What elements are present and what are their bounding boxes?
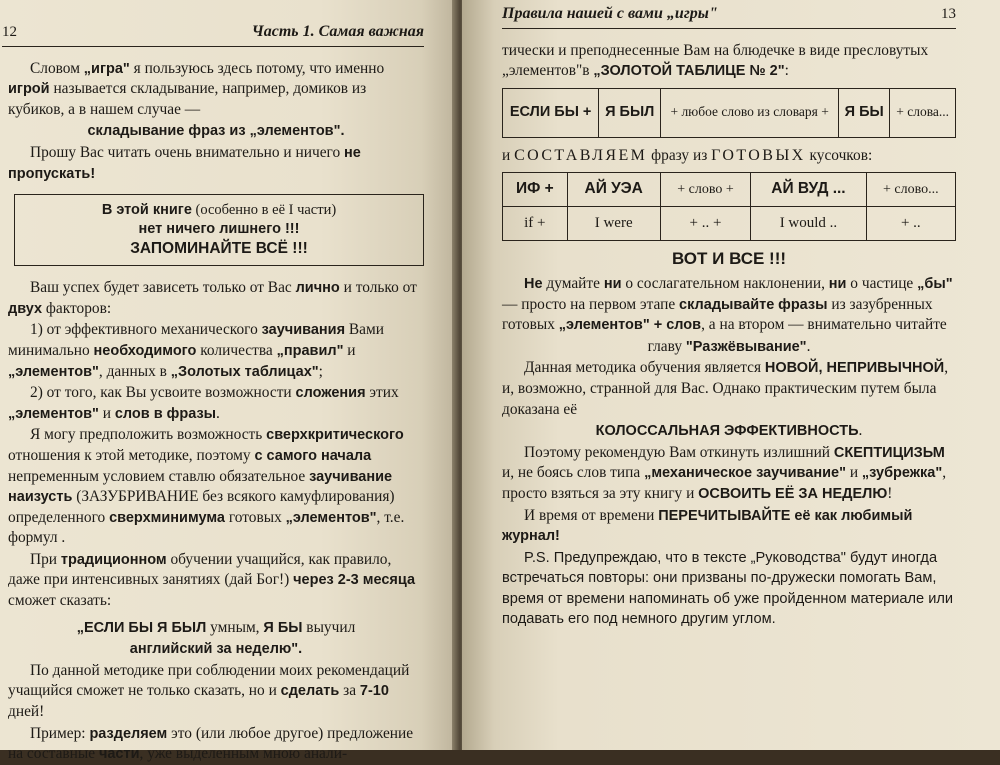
left-paragraph-1-center-text: складывание фраз из „элементов". — [87, 123, 345, 140]
text-run: обучении учащийся, как правило, даже при интенсивных занятиях (дай Бог!) — [8, 550, 392, 589]
pieces-table-cell-text: if + — [524, 215, 546, 232]
left-paragraph-7 — [8, 550, 424, 612]
pieces-table-cell — [660, 207, 751, 241]
bold-run: заучивания — [261, 322, 346, 339]
right-paragraph-2-center — [502, 421, 956, 442]
bold-run: разделяем — [89, 725, 168, 742]
bold-run: СКЕПТИЦИЗЬМ — [833, 444, 945, 461]
text-run: 2) от того, как Вы усвоите возможности — [30, 384, 296, 402]
right-paragraph-2 — [502, 358, 956, 420]
left-framed-note — [14, 194, 424, 266]
bold-run: фразы — [778, 296, 828, 313]
quote-part-a: „ЕСЛИ БЫ Я БЫЛ — [76, 619, 207, 636]
pieces-table-cell — [866, 173, 955, 207]
bold-run: ни — [828, 275, 847, 292]
text-run: И время от времени — [524, 506, 659, 524]
bold-run: „механическое заучивание" — [644, 465, 846, 482]
bold-run: „правил" — [276, 342, 344, 359]
text-run: Прошу Вас читать очень внимательно и ничего — [30, 143, 345, 161]
text-run: я пользуюсь здесь потому, что именно — [129, 59, 385, 77]
pieces-table-cell-text: + .. — [900, 215, 921, 232]
text-run: Поэтому рекомендую Вам откинуть излишний — [524, 443, 834, 461]
text-run: , т.е. формул . — [8, 508, 405, 547]
bold-run: складывайте — [679, 296, 775, 313]
bold-run: „элементов" — [285, 509, 377, 526]
left-paragraph-1-center — [8, 121, 424, 142]
bold-run: „Золотых таблицах" — [170, 363, 319, 380]
text-run: и, не боясь слов типа — [502, 464, 645, 482]
pieces-table-cell-text: + слово... — [882, 181, 939, 197]
text-run: . — [216, 404, 220, 422]
bold-run: слов в фразы — [114, 405, 217, 422]
pieces-table-cell — [751, 173, 866, 207]
pieces-table-cell-text: + .. + — [689, 215, 722, 232]
text-run: и — [845, 464, 862, 482]
right-intro-paragraph — [502, 41, 956, 82]
text-run: Ваш успех будет зависеть только от Вас — [30, 279, 296, 297]
efficiency-claim-end: . — [858, 422, 863, 440]
right-page-header: Правила нашей с вами „игры" — [502, 5, 718, 22]
text-run: из зазубренных готовых — [502, 295, 933, 334]
chapter-ref-suffix: . — [806, 337, 811, 355]
text-run: и — [343, 341, 356, 359]
quote-part-c: Я БЫ — [263, 619, 303, 636]
text-run: , уже выделенным мною анали- — [139, 745, 348, 763]
quote-part-b: умным, — [206, 618, 264, 636]
left-paragraph-2 — [8, 143, 424, 184]
text-run: Вами минимально — [8, 321, 384, 359]
headline — [502, 249, 956, 270]
bold-run: сверхминимума — [109, 509, 225, 526]
framed-note-line-2 — [23, 220, 415, 239]
text-run: факторов: — [42, 299, 112, 317]
bold-run: двух — [8, 300, 43, 317]
text-run: , данных в — [98, 362, 171, 380]
pieces-table-cell — [751, 207, 866, 241]
framed-note-line-3-text: ЗАПОМИНАЙТЕ ВСЁ !!! — [130, 240, 308, 258]
text-run: сможет сказать: — [8, 592, 112, 610]
bold-run: части — [98, 746, 140, 763]
text-run: При — [30, 550, 61, 568]
golden-table-cell — [890, 88, 956, 137]
quote-line-2-text: английский за неделю". — [129, 641, 303, 658]
bold-run: её как любимый журнал! — [502, 507, 913, 545]
text-run: называется складывание, например, домиков из кубиков, а в нашем случае — — [8, 80, 367, 118]
text-run: , просто взяться за эту книгу и — [502, 464, 947, 502]
text-run: дней! — [8, 703, 45, 721]
bold-run: сверхкритического — [266, 427, 404, 444]
pieces-table-row-russian — [503, 173, 956, 207]
bold-run: „ЗОЛОТОЙ ТАБЛИЦЕ № 2" — [593, 63, 785, 80]
text-run: Данная методика обучения является — [524, 359, 765, 377]
text-run: непременным условием ставлю обязательное — [8, 467, 310, 485]
bold-run: с самого начала — [254, 447, 372, 464]
right-paragraph-1-center — [502, 337, 956, 358]
bold-run: необходимого — [93, 342, 197, 359]
golden-table-2 — [502, 88, 956, 138]
text-run: Я могу предположить возможность — [30, 426, 267, 444]
right-paragraph-1 — [502, 274, 956, 336]
left-page — [0, 0, 458, 763]
efficiency-claim: КОЛОССАЛЬНАЯ ЭФФЕКТИВНОСТЬ — [595, 423, 859, 440]
chapter-ref-prefix: главу — [647, 337, 686, 355]
pieces-table-cell — [866, 207, 955, 241]
golden-table-cell — [599, 88, 661, 137]
golden-table-cell-text: Я БЫ — [844, 103, 884, 120]
framed-note-line-3 — [23, 239, 415, 259]
chapter-ref-title: "Разжёвывание" — [685, 338, 807, 355]
text-run: — просто на первом этапе — [502, 295, 680, 313]
text-run: Пример: — [30, 724, 90, 742]
golden-table-cell-text: + слова... — [896, 103, 950, 119]
bold-run: лично — [295, 280, 340, 297]
right-running-head — [502, 4, 956, 29]
pieces-table — [502, 172, 956, 241]
text-run: и — [98, 404, 115, 422]
text-run: готовых — [224, 508, 286, 526]
bold-run: „игра" — [83, 60, 130, 77]
spaced-word: СОСТАВЛЯЕМ — [514, 146, 648, 164]
text-run: этих — [365, 384, 399, 402]
bold-run: ПЕРЕЧИТЫВАЙТЕ — [658, 507, 791, 524]
right-page — [462, 0, 1000, 750]
left-paragraph-9 — [8, 724, 424, 765]
text-run: 1) от эффективного механического — [30, 321, 262, 339]
golden-table-cell-text: ЕСЛИ БЫ + — [509, 103, 592, 120]
pieces-table-cell — [567, 207, 660, 241]
bold-run: „зубрежка" — [861, 465, 943, 482]
golden-table-cell — [839, 88, 890, 137]
pieces-table-cell-text: I would .. — [779, 215, 838, 232]
headline-text: ВОТ И ВСЕ !!! — [671, 249, 787, 269]
left-quote-line-1 — [8, 618, 424, 639]
golden-table-row — [503, 88, 956, 137]
bold-run: сделать — [280, 683, 340, 700]
quote-part-d: выучил — [302, 618, 356, 636]
right-page-number: 13 — [941, 6, 956, 22]
text-run: : — [784, 62, 789, 80]
text-run: ! — [887, 484, 893, 502]
right-paragraph-4 — [502, 506, 956, 547]
text-run: фразу из — [647, 146, 712, 164]
text-run: это (или любое другое) предложение на составные — [8, 724, 414, 763]
pieces-table-cell-text: АЙ УЭА — [584, 180, 643, 198]
text-run: кусочков: — [805, 146, 873, 164]
compose-line — [502, 146, 956, 167]
golden-table-cell-text: Я БЫЛ — [605, 103, 655, 120]
spaced-word: ГОТОВЫХ — [711, 146, 806, 164]
left-paragraph-1 — [8, 59, 424, 121]
bold-run: сложения — [295, 385, 366, 402]
pieces-table-cell — [503, 173, 568, 207]
bold-run: через 2-3 месяца — [293, 572, 416, 589]
framed-note-line-1-rest: (особенно в её I части) — [191, 202, 337, 219]
text-run: количества — [196, 341, 277, 359]
left-paragraph-6 — [8, 425, 424, 549]
framed-note-line-1-bold: В этой книге — [101, 202, 192, 219]
left-paragraph-8 — [8, 661, 424, 723]
left-page-header: Часть 1. Самая важная — [251, 23, 424, 40]
text-run: о сослагательном наклонении, — [621, 274, 829, 292]
pieces-table-cell-text: I were — [594, 215, 633, 232]
pieces-table-cell-text: АЙ ВУД ... — [771, 180, 846, 198]
text-run: тически и преподнесенные Вам на блюдечке в виде пресловутых „элементов"в — [502, 41, 929, 80]
left-paragraph-4 — [8, 320, 424, 382]
framed-note-line-2-text: нет ничего лишнего !!! — [138, 221, 300, 238]
bold-run: ОСВОИТЬ ЕЁ ЗА НЕДЕЛЮ — [698, 485, 888, 502]
bold-run: заучивание наизусть — [8, 468, 393, 506]
text-run: (ЗАЗУБРИВАНИЕ без всякого камуфлирования) определенного — [8, 488, 395, 526]
left-page-number: 12 — [2, 24, 17, 40]
text-run: , и, возможно, странной для Вас. Однако практическим путем была доказана её — [502, 359, 949, 418]
text-run: Словом — [30, 59, 84, 77]
golden-table-cell-text: + любое слово из словаря + — [670, 103, 829, 119]
text-run: По данной методике при соблюдении моих рекомендаций учащийся сможет не только сказать, но и — [8, 661, 410, 700]
text-run: и только от — [339, 279, 417, 297]
pieces-table-cell — [567, 173, 660, 207]
left-paragraph-5 — [8, 383, 424, 424]
text-run: ; — [318, 362, 323, 380]
pieces-table-cell-text: ИФ + — [515, 180, 554, 198]
right-paragraph-3 — [502, 443, 956, 505]
left-quote-line-2 — [8, 639, 424, 660]
bold-run: традиционном — [60, 551, 167, 568]
text-run: думайте — [542, 274, 604, 292]
bold-run: „элементов" — [8, 405, 99, 422]
bold-run: Не — [524, 275, 543, 292]
framed-note-line-1 — [23, 201, 415, 220]
pieces-table-cell-text: + слово + — [677, 181, 734, 197]
text-run: о частице — [846, 274, 918, 292]
text-run: и — [502, 146, 515, 164]
text-run: , а на втором — внимательно читайте — [701, 316, 947, 334]
bold-run: 7-10 — [359, 683, 389, 700]
text-run: отношения к этой методике, поэтому — [8, 446, 255, 464]
bold-run: не пропускать! — [8, 144, 361, 182]
pieces-table-cell — [503, 207, 568, 241]
bold-run: „элементов" — [8, 363, 99, 380]
left-running-head — [2, 22, 424, 47]
bold-run: „элементов" + слов — [558, 317, 702, 334]
postscript-paragraph: P.S. Предупреждаю, что в тексте „Руководства" будут иногда встречаться повторы: они призваны по-дружески помогать Вам, время от времени напоминать об уже пройденном материале или подавать его под немного другим углом. — [502, 549, 954, 628]
bold-run: игрой — [8, 81, 50, 98]
left-paragraph-3 — [8, 278, 424, 319]
bold-run: НОВОЙ, НЕПРИВЫЧНОЙ — [764, 360, 945, 377]
pieces-table-cell — [660, 173, 751, 207]
golden-table-cell — [661, 88, 839, 137]
golden-table-cell — [503, 88, 599, 137]
bold-run: „бы" — [917, 275, 953, 292]
pieces-table-row-english — [503, 207, 956, 241]
text-run: за — [339, 682, 360, 700]
bold-run: ни — [603, 275, 622, 292]
